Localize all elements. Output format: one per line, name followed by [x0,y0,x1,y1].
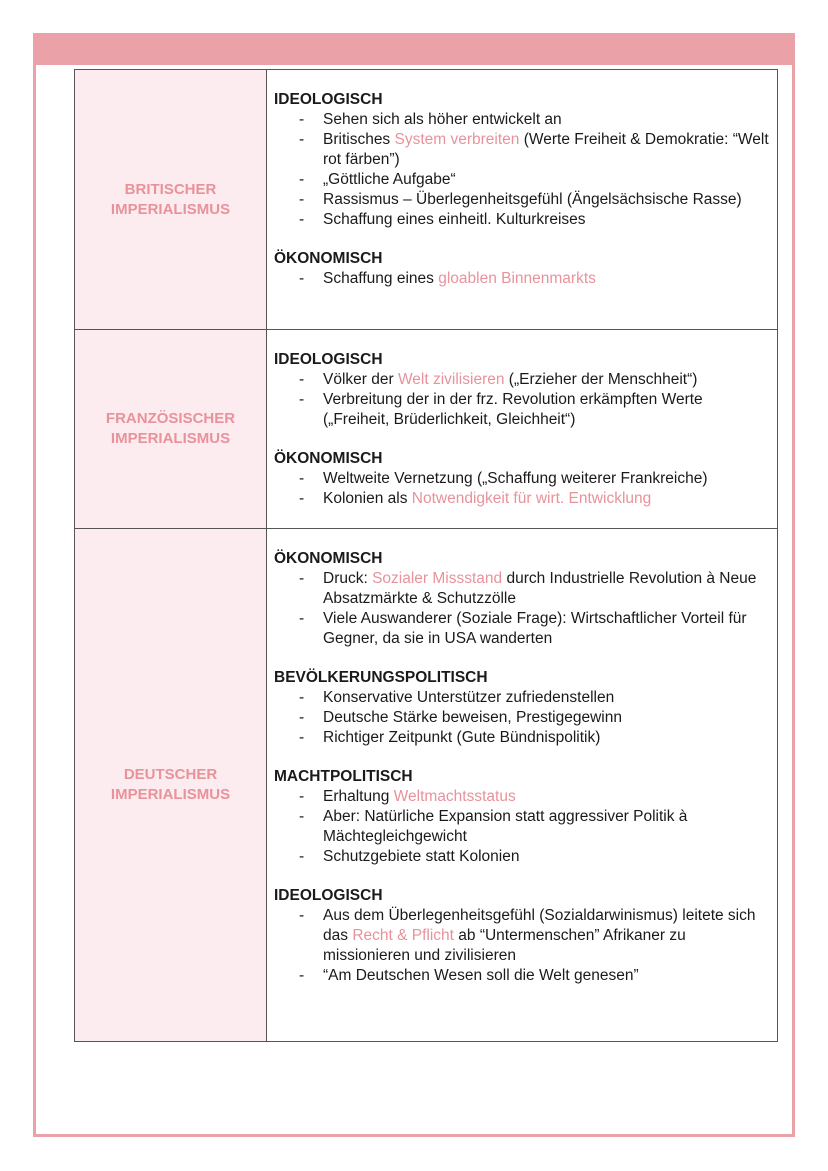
dash-bullet-icon: - [299,907,305,924]
list-item [274,787,769,807]
item-text: Aber: Natürliche Expansion statt aggressiver Politik à Mächtegleichgewicht [323,808,688,845]
item-text: Aus dem Überlegenheitsgefühl (Sozialdarwinismus) leitete sich das [323,907,756,944]
row-content-cell [267,529,778,1042]
item-text: Völker der [323,371,398,388]
dash-bullet-icon: - [299,470,305,487]
item-text: Schaffung eines [323,270,439,287]
list-item [274,966,769,986]
item-text: (Werte Freiheit & Demokratie: “Welt rot färben”) [323,131,769,168]
bullet-list [274,569,769,649]
section-heading: IDEOLOGISCH [274,91,383,108]
list-item [274,847,769,867]
dash-bullet-icon: - [299,729,305,746]
list-item [274,210,769,230]
dash-bullet-icon: - [299,171,305,188]
dash-bullet-icon: - [299,270,305,287]
section-heading: BEVÖLKERUNGSPOLITISCH [274,669,488,686]
item-text: Richtiger Zeitpunkt (Gute Bündnispolitik) [323,729,601,746]
list-item [274,370,769,390]
item-text: Schaffung eines einheitl. Kulturkreises [323,211,586,228]
highlighted-text: System verbreiten [394,131,520,148]
section [274,90,769,230]
item-text: ab “Untermenschen” Afrikaner zu missionieren und zivilisieren [323,927,686,964]
item-text: Rassismus – Überlegenheitsgefühl (Ängelsächsische Rasse) [323,191,742,208]
dash-bullet-icon: - [299,490,305,507]
dash-bullet-icon: - [299,709,305,726]
list-item [274,110,769,130]
item-text: durch Industrielle Revolution à Neue Absatzmärkte & Schutzzölle [323,570,757,607]
row-content-cell [267,70,778,330]
table-row [75,529,778,1042]
table-row [75,330,778,529]
section [274,249,769,289]
list-item [274,489,769,509]
section [274,449,769,509]
dash-bullet-icon: - [299,191,305,208]
bullet-list [274,906,769,986]
list-item [274,390,769,430]
dash-bullet-icon: - [299,131,305,148]
list-item [274,569,769,609]
section [274,886,769,986]
dash-bullet-icon: - [299,371,305,388]
bullet-list [274,110,769,230]
item-text: Weltweite Vernetzung („Schaffung weiterer Frankreiche) [323,470,708,487]
row-label: BRITISCHER [124,180,217,198]
bullet-list [274,370,769,430]
section [274,668,769,748]
imperialism-table [74,69,778,1042]
list-item [274,728,769,748]
item-text: Viele Auswanderer (Soziale Frage): Wirtschaftlicher Vorteil für Gegner, da sie in USA wanderten [323,610,747,647]
row-label: IMPERIALISMUS [110,786,231,803]
dash-bullet-icon: - [299,788,305,805]
dash-bullet-icon: - [299,211,305,228]
section-heading: ÖKONOMISCH [274,250,383,267]
list-item [274,708,769,728]
section-heading: ÖKONOMISCH [274,550,383,567]
row-content-cell [267,330,778,529]
section-heading: MACHTPOLITISCH [274,768,413,785]
section [274,549,769,649]
highlighted-text: Welt zivilisieren [397,371,505,388]
bullet-list [274,688,769,748]
list-item [274,906,769,966]
bullet-list [274,469,769,509]
list-item [274,469,769,489]
dash-bullet-icon: - [299,570,305,587]
item-text: Kolonien als [323,490,412,507]
section [274,350,769,430]
dash-bullet-icon: - [299,610,305,627]
list-item [274,609,769,649]
section-heading: ÖKONOMISCH [274,450,383,467]
highlighted-text: Notwendigkeit für wirt. Entwicklung [411,490,652,507]
item-text: Konservative Unterstützer zufriedenstellen [323,689,615,706]
list-item [274,807,769,847]
item-text: Erhaltung [323,788,394,805]
row-label: IMPERIALISMUS [110,430,231,447]
item-text: Britisches [323,131,395,148]
item-text: Druck: [323,570,373,587]
item-text: Sehen sich als höher entwickelt an [323,111,562,128]
highlighted-text: Weltmachtsstatus [393,788,516,805]
dash-bullet-icon: - [299,111,305,128]
table-row [75,70,778,330]
highlighted-text: Sozialer Missstand [372,570,503,587]
row-label: IMPERIALISMUS [110,200,231,218]
highlighted-text: gloablen Binnenmarkts [438,270,596,287]
dash-bullet-icon: - [299,808,305,825]
row-label-cell [75,70,267,330]
row-label: DEUTSCHER [123,766,218,783]
list-item [274,170,769,190]
item-text: Deutsche Stärke beweisen, Prestigegewinn [323,709,622,726]
list-item [274,130,769,170]
highlighted-text: Recht & Pflicht [352,927,454,944]
section [274,767,769,867]
bullet-list [274,269,769,289]
list-item [274,269,769,289]
section-heading: IDEOLOGISCH [274,351,383,368]
bullet-list [274,787,769,867]
item-text: „Göttliche Aufgabe“ [323,171,456,188]
row-label-cell [75,330,267,529]
row-label: FRANZÖSISCHER [105,410,236,427]
list-item [274,688,769,708]
dash-bullet-icon: - [299,967,305,984]
dash-bullet-icon: - [299,689,305,706]
item-text: Verbreitung der in der frz. Revolution erkämpften Werte („Freiheit, Brüderlichkeit, Gleichheit“) [323,391,703,428]
item-text: Schutzgebiete statt Kolonien [323,848,520,865]
row-label-cell [75,529,267,1042]
section-heading: IDEOLOGISCH [274,887,383,904]
item-text: („Erzieher der Menschheit“) [504,371,698,388]
dash-bullet-icon: - [299,848,305,865]
dash-bullet-icon: - [299,391,305,408]
item-text: “Am Deutschen Wesen soll die Welt genesen” [323,967,639,984]
list-item [274,190,769,210]
